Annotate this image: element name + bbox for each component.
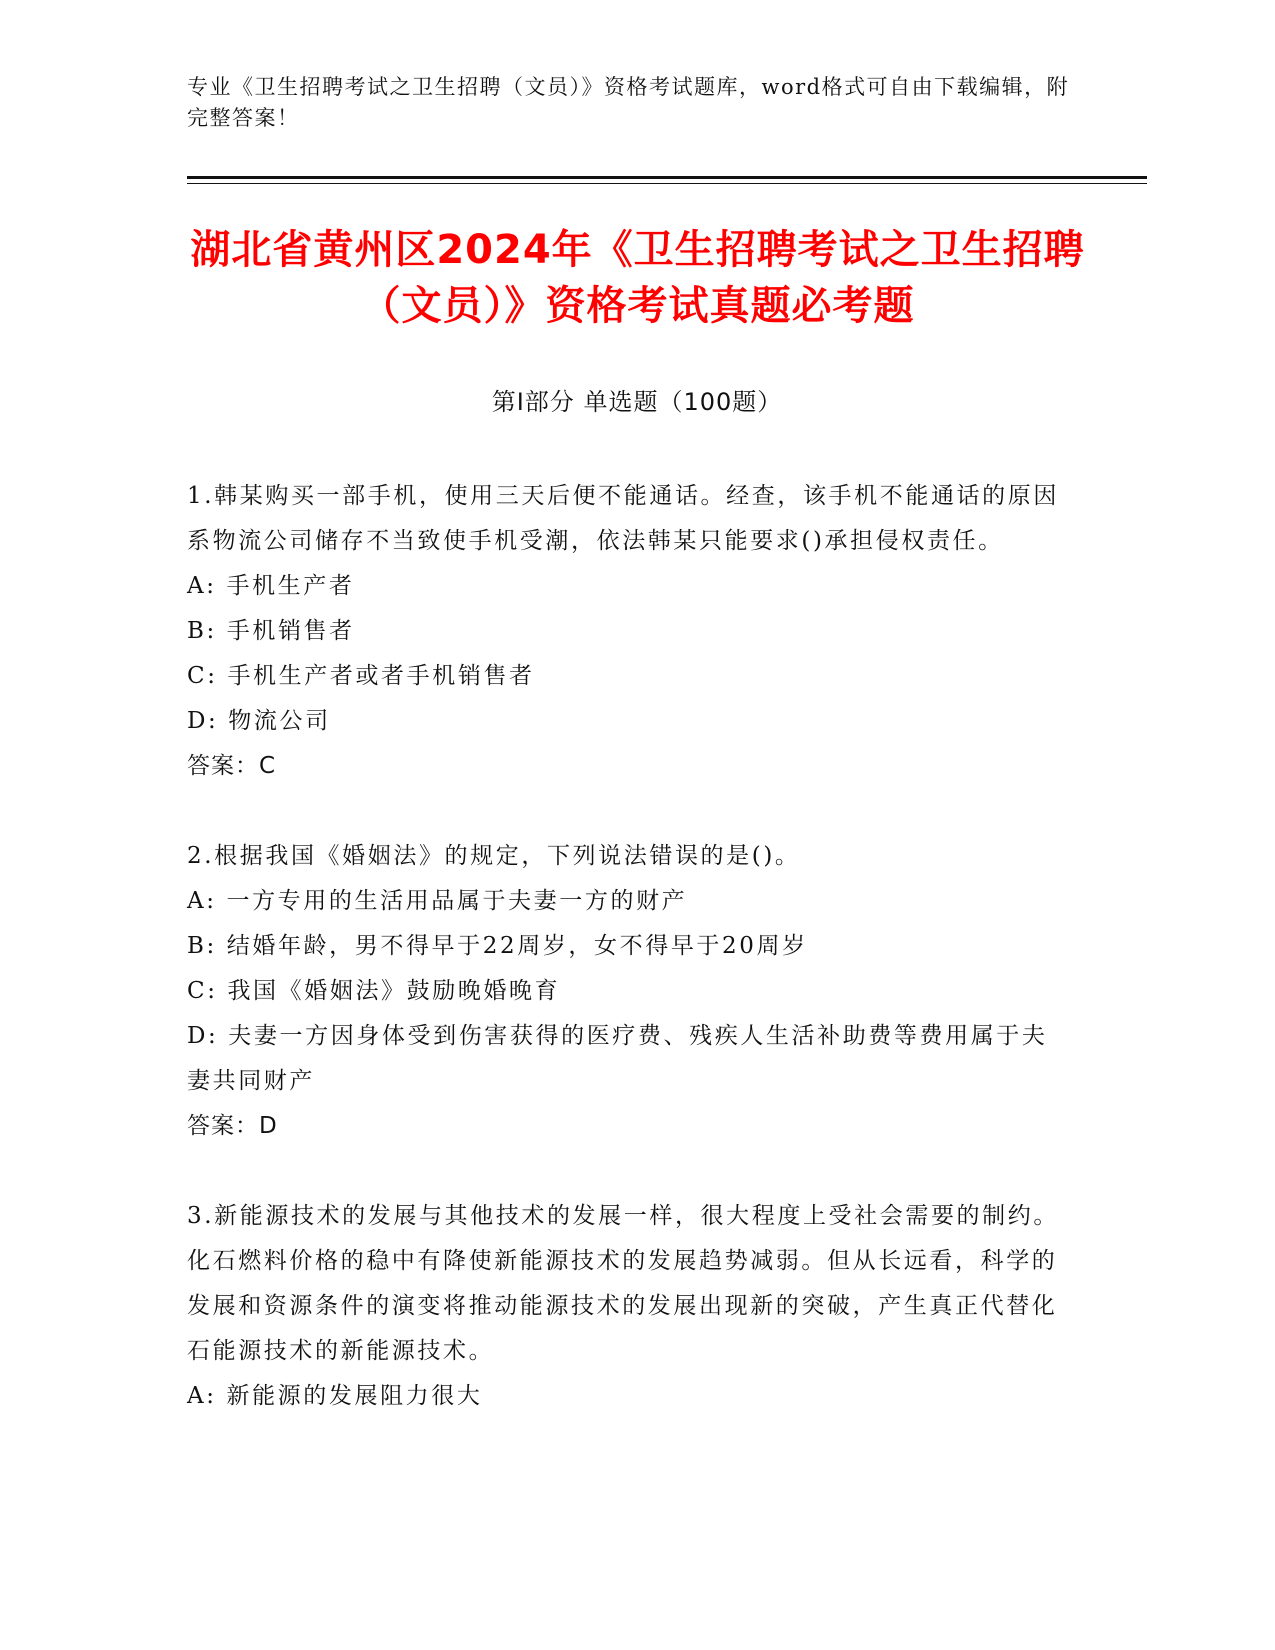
question-3 [187, 1194, 1067, 1419]
option-c: C: 我国《婚姻法》鼓励晚婚晚育 [187, 978, 561, 1004]
option-a: A: 一方专用的生活用品属于夫妻一方的财产 [187, 888, 688, 914]
option-c: C: 手机生产者或者手机销售者 [187, 663, 535, 689]
question-text: 3.新能源技术的发展与其他技术的发展一样，很大程度上受社会需要的制约。化石燃料价格的稳中有降使新能源技术的发展趋势减弱。但从长远看，科学的发展和资源条件的演变将推动能源技术的发展出现新的突破，产生真正代替化石能源技术的新能源技术。 [187, 1203, 1059, 1364]
section-title: 第I部分 单选题（100题） [491, 388, 783, 416]
header-divider-thin [187, 183, 1147, 184]
option-a: A: 新能源的发展阻力很大 [187, 1383, 483, 1409]
document-title: 湖北省黄州区2024年《卫生招聘考试之卫生招聘（文员）》资格考试真题必考题 [190, 227, 1085, 329]
question-text: 2.根据我国《婚姻法》的规定，下列说法错误的是()。 [187, 843, 801, 869]
question-1 [187, 474, 1067, 789]
header-note: 专业《卫生招聘考试之卫生招聘（文员）》资格考试题库，word格式可自由下载编辑，附完整答案！ [187, 75, 1070, 130]
question-text: 1.韩某购买一部手机，使用三天后便不能通话。经查，该手机不能通话的原因系物流公司储存不当致使手机受潮，依法韩某只能要求()承担侵权责任。 [187, 483, 1059, 554]
header-divider-thick [187, 176, 1147, 179]
option-d: D: 物流公司 [187, 708, 331, 734]
option-d: D: 夫妻一方因身体受到伤害获得的医疗费、残疾人生活补助费等费用属于夫妻共同财产 [187, 1023, 1048, 1094]
option-b: B: 结婚年龄，男不得早于22周岁，女不得早于20周岁 [187, 933, 808, 959]
option-b: B: 手机销售者 [187, 618, 355, 644]
answer: 答案：D [187, 1113, 278, 1139]
option-a: A: 手机生产者 [187, 573, 355, 599]
answer: 答案：C [187, 753, 277, 779]
question-list [187, 474, 1067, 1464]
question-2 [187, 834, 1067, 1149]
